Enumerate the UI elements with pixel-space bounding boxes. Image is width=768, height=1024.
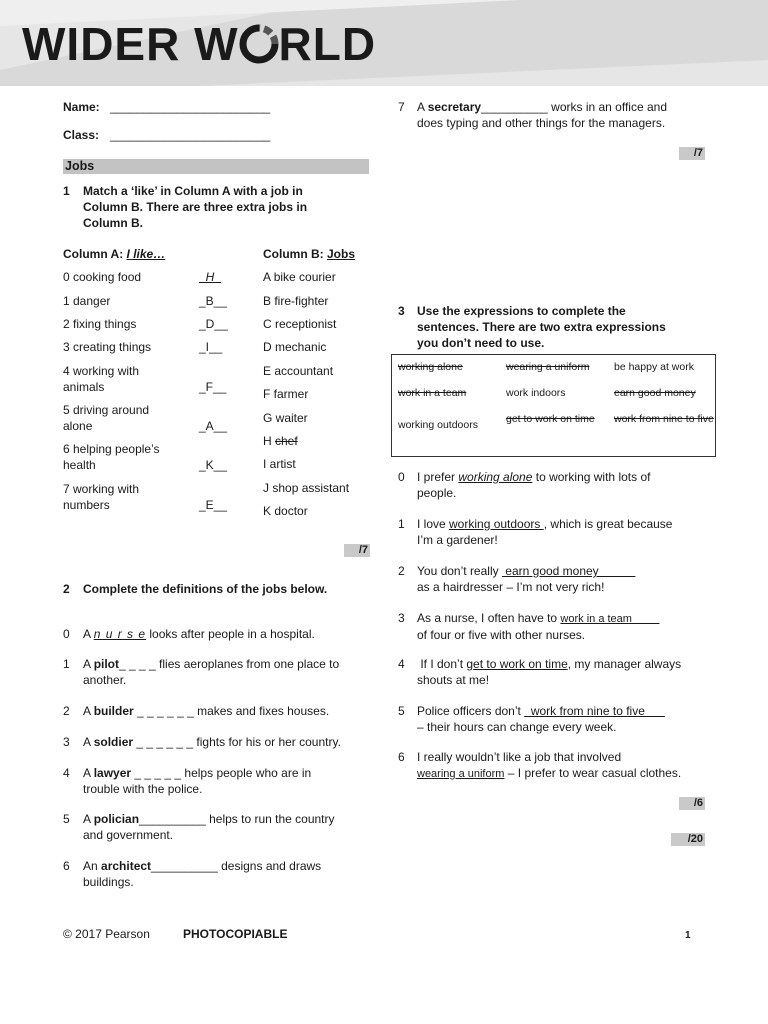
name-label: Name:: [63, 100, 100, 114]
ex3-sentence-number: 3: [398, 611, 405, 625]
column-a-item-text: 7 working with: [63, 482, 140, 496]
ex3-sentence-number: 4: [398, 657, 405, 671]
column-b-job: chef: [275, 434, 298, 448]
ex2-item-number: 3: [63, 735, 70, 749]
ex2-item-post: _ _ _ _ flies aeroplanes from one place to: [119, 657, 340, 671]
ex2-item-number: 0: [63, 627, 70, 641]
column-b-item: [263, 480, 349, 496]
column-a-item-text: numbers: [63, 498, 110, 512]
column-a-item: [63, 402, 149, 434]
ex2-answer[interactable]: polician: [93, 812, 140, 826]
ex3-sentence: [417, 656, 681, 688]
ex3-text: I really wouldn’t like a job that involved: [417, 750, 622, 764]
match-answer-field[interactable]: _B__: [199, 294, 228, 308]
ex2-answer[interactable]: lawyer: [93, 766, 132, 780]
ex3-sentence: [417, 749, 681, 782]
expression-item: work in a team: [398, 387, 467, 399]
expressions-box: [391, 354, 716, 457]
ex2-score: /7: [679, 147, 705, 160]
ex2-item-pre: A: [83, 627, 94, 641]
expression-item: wearing a uniform: [506, 361, 590, 373]
match-answer-field[interactable]: H: [199, 270, 222, 284]
column-b-item: [263, 456, 296, 472]
ex2-item-number: 4: [63, 766, 70, 780]
column-a-item: [63, 316, 136, 332]
ex3-text: – their hours can change every week.: [417, 720, 617, 734]
column-b-letter: B: [263, 294, 275, 308]
ex1-number: 1: [63, 184, 70, 198]
ex2-item-line2: buildings.: [83, 875, 134, 889]
expression-item: work from nine to five: [614, 413, 714, 425]
match-answer-field[interactable]: _F__: [199, 380, 227, 394]
ex3-sentence-number: 0: [398, 470, 405, 484]
column-b-job: accountant: [274, 364, 334, 378]
ex2-item: [83, 703, 329, 719]
column-b-job: shop assistant: [272, 481, 350, 495]
ex3-answer[interactable]: working alone: [458, 470, 533, 484]
column-a-item-text: alone: [63, 419, 93, 433]
ex2-item-post: __________ designs and draws: [151, 859, 322, 873]
column-a-item-text: 4 working with: [63, 364, 140, 378]
expression-item: get to work on time: [506, 413, 595, 425]
ex2-item-post: __________ helps to run the country: [139, 812, 335, 826]
column-a-heading: Column A: I like…: [63, 247, 166, 261]
column-a-item-text: health: [63, 458, 96, 472]
ex2-item-7-number: 7: [398, 100, 405, 114]
ex1-score: /7: [344, 544, 370, 557]
ex3-text: I prefer: [417, 470, 459, 484]
ex3-text: I love: [417, 517, 450, 531]
ex2-number: 2: [63, 582, 70, 596]
column-a-item: [63, 339, 151, 355]
ex2-item-number: 1: [63, 657, 70, 671]
ex3-answer[interactable]: get to work on time: [466, 657, 568, 671]
column-b-letter: K: [263, 504, 275, 518]
ex3-sentence: [417, 610, 659, 643]
ex2-item-line2: and government.: [83, 828, 174, 842]
ex3-answer[interactable]: work from nine to five: [524, 704, 665, 718]
column-a-item-text: 2 fixing things: [63, 317, 137, 331]
column-b-letter: C: [263, 317, 275, 331]
ex3-text: to working with lots of: [532, 470, 651, 484]
column-a-item-text: 3 creating things: [63, 340, 152, 354]
column-b-letter: E: [263, 364, 275, 378]
column-b-item: [263, 410, 308, 426]
ex2-answer[interactable]: soldier: [93, 735, 134, 749]
copyright: © 2017 Pearson: [63, 927, 150, 941]
ex3-sentence-number: 6: [398, 750, 405, 764]
ex2-item: [83, 765, 311, 797]
column-b-job: waiter: [275, 411, 308, 425]
ex3-text: , my manager always: [567, 657, 682, 671]
ex3-answer[interactable]: working outdoors: [449, 517, 544, 531]
ex2-item: [83, 811, 335, 843]
column-b-heading: Column B: Jobs: [263, 247, 356, 261]
expression-item: work indoors: [506, 387, 566, 399]
ex2-item: [83, 626, 315, 642]
column-a-item: [63, 441, 160, 473]
ex2-item-line2: trouble with the police.: [83, 782, 203, 796]
column-a-item-text: 0 cooking food: [63, 270, 142, 284]
logo-o-mark: [239, 20, 279, 60]
ex2-item-pre: A: [83, 657, 94, 671]
ex2-item-line2: another.: [83, 673, 127, 687]
column-a-item: [63, 363, 139, 395]
ex2-item-post: _ _ _ _ _ helps people who are in: [131, 766, 312, 780]
column-b-letter: F: [263, 387, 274, 401]
class-label: Class:: [63, 128, 100, 142]
column-b-item: [263, 316, 336, 332]
column-a-item-text: 1 danger: [63, 294, 111, 308]
ex3-text: – I prefer to wear casual clothes.: [504, 766, 682, 780]
ex2-item-pre: A: [83, 766, 94, 780]
ex2-item-post: _ _ _ _ _ _ fights for his or her country.: [133, 735, 341, 749]
match-answer-field[interactable]: _A__: [199, 419, 228, 433]
ex3-score: /6: [679, 797, 705, 810]
column-a-item: [63, 481, 139, 513]
column-b-job: mechanic: [275, 340, 327, 354]
ex3-sentence-number: 5: [398, 704, 405, 718]
ex3-sentence: [417, 469, 650, 501]
ex3-answer[interactable]: work in a team: [560, 613, 660, 625]
ex2-answer[interactable]: builder: [93, 704, 134, 718]
photocopiable-label: PHOTOCOPIABLE: [183, 927, 288, 941]
ex3-number: 3: [398, 304, 405, 318]
ex3-text: Police officers don’t: [417, 704, 525, 718]
logo: WIDER W RLD: [22, 18, 377, 70]
ex3-text: If I don’t: [417, 657, 467, 671]
ex2-item-number: 6: [63, 859, 70, 873]
ex2-item: [83, 734, 341, 750]
match-answer-field[interactable]: _D__: [199, 317, 228, 331]
ex2-answer[interactable]: pilot: [93, 657, 120, 671]
column-b-job: doctor: [274, 504, 308, 518]
ex2-item: [83, 858, 321, 890]
ex2-item-number: 5: [63, 812, 70, 826]
column-b-letter: A: [263, 270, 274, 284]
ex1-instruction: Match a ‘like’ in Column A with a job in Column B. There are three extra jobs in Column B.: [83, 184, 308, 230]
ex3-answer[interactable]: wearing a uniform: [417, 768, 505, 780]
class-field[interactable]: ________________________: [110, 128, 271, 142]
ex2-item-pre: A: [83, 704, 94, 718]
section-title: Jobs: [63, 159, 369, 174]
ex2-item-number: 2: [63, 704, 70, 718]
column-b-item: [263, 433, 298, 449]
ex2-item-pre: A: [83, 812, 94, 826]
ex3-text: You don’t really: [417, 564, 502, 578]
ex3-text: , which is great because: [543, 517, 673, 531]
column-b-item: [263, 269, 336, 285]
match-answer-field[interactable]: _E__: [199, 498, 228, 512]
expression-item: working alone: [398, 361, 463, 373]
column-b-item: [263, 293, 328, 309]
column-b-letter: J: [263, 481, 273, 495]
ex2-item: [83, 656, 339, 688]
column-b-item: [263, 386, 308, 402]
column-b-letter: G: [263, 411, 276, 425]
ex3-text: as a hairdresser – I’m not very rich!: [417, 580, 605, 594]
column-b-item: [263, 503, 308, 519]
ex3-text: I’m a gardener!: [417, 533, 498, 547]
ex3-text: shouts at me!: [417, 673, 490, 687]
ex2-item-pre: A: [83, 735, 94, 749]
column-b-letter: I: [263, 457, 270, 471]
ex3-sentence: [417, 703, 665, 735]
ex2-answer[interactable]: n u r s e: [93, 627, 147, 641]
match-answer-field[interactable]: _I__: [199, 340, 223, 354]
column-a-item-text: animals: [63, 380, 105, 394]
page-number: 1: [685, 930, 691, 941]
column-a-item-text: 5 driving around: [63, 403, 150, 417]
ex2-instruction: Complete the definitions of the jobs below.: [83, 582, 328, 596]
expression-item: working outdoors: [398, 419, 478, 431]
ex3-sentence-number: 2: [398, 564, 405, 578]
ex3-text: of four or five with other nurses.: [417, 628, 586, 642]
ex2-answer[interactable]: architect: [101, 859, 152, 873]
match-answer-field[interactable]: _K__: [199, 458, 228, 472]
expression-item: earn good money: [614, 387, 696, 399]
column-a-item: [63, 293, 110, 309]
ex3-text: people.: [417, 486, 457, 500]
ex3-text: As a nurse, I often have to: [417, 611, 561, 625]
column-b-letter: D: [263, 340, 275, 354]
column-a-item: [63, 269, 141, 285]
column-b-job: fire-fighter: [274, 294, 329, 308]
ex2-item-pre: An: [83, 859, 102, 873]
column-b-job: bike courier: [273, 270, 336, 284]
ex3-answer[interactable]: earn good money: [501, 564, 636, 578]
column-b-job: farmer: [273, 387, 309, 401]
ex3-sentence-number: 1: [398, 517, 405, 531]
column-b-job: artist: [269, 457, 296, 471]
column-b-job: receptionist: [275, 317, 337, 331]
expression-item: be happy at work: [614, 361, 694, 373]
ex2-item-7: A secretary__________ works in an office and does typing and other things for the managers.: [417, 100, 667, 130]
ex2-item-post: looks after people in a hospital.: [146, 627, 315, 641]
total-score: /20: [671, 833, 705, 846]
ex2-item-post: _ _ _ _ _ _ makes and fixes houses.: [133, 704, 330, 718]
name-field[interactable]: ________________________: [110, 100, 271, 114]
ex3-sentence: [417, 516, 672, 548]
ex3-sentence: [417, 563, 635, 595]
ex3-instruction: Use the expressions to complete the sentences. There are two extra expressions you don’t need to use.: [417, 304, 666, 350]
column-b-letter: H: [263, 434, 275, 448]
column-b-item: [263, 339, 326, 355]
column-b-item: [263, 363, 333, 379]
column-a-item-text: 6 helping people’s: [63, 442, 160, 456]
